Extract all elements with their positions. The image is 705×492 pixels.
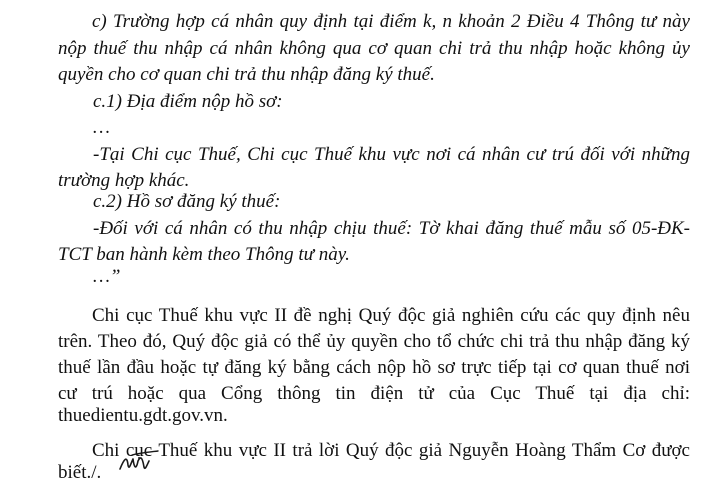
quote-line-8: c.2) Hồ sơ đăng ký thuế: (93, 191, 281, 212)
quote-line-4: c.1) Địa điểm nộp hồ sơ: (93, 91, 283, 112)
handwritten-initials-icon (118, 449, 160, 477)
quote-line-11: …” (93, 266, 121, 287)
body-line-5: thuedientu.gdt.gov.vn. (58, 405, 228, 426)
quote-line-6: -Tại Chi cục Thuế, Chi cục Thuế khu vực nơi cá nhân cư trú đối với những (93, 144, 690, 165)
body-line-7: biết./. (58, 462, 102, 483)
quote-line-2: nộp thuế thu nhập cá nhân không qua cơ quan chi trả thu nhập hoặc không ủy (58, 38, 690, 59)
body-line-4: cư trú hoặc qua Cổng thông tin điện tử của Cục Thuế tại địa chỉ: (58, 383, 690, 404)
body-line-3: thuế lần đầu hoặc tự đăng ký bằng cách nộp hồ sơ trực tiếp tại cơ quan thuế nơi (58, 357, 690, 378)
quote-line-10: TCT ban hành kèm theo Thông tư này. (58, 244, 350, 265)
quote-line-1: c) Trường hợp cá nhân quy định tại điểm k, n khoản 2 Điều 4 Thông tư này (92, 11, 690, 32)
body-line-6: Chi cục Thuế khu vực II trả lời Quý độc giả Nguyễn Hoàng Thẩm Cơ được (92, 440, 690, 461)
quote-line-9: -Đối với cá nhân có thu nhập chịu thuế: Tờ khai đăng thuế mẫu số 05-ĐK- (93, 218, 690, 239)
quote-line-3: quyền cho cơ quan chi trả thu nhập đăng ký thuế. (58, 64, 435, 85)
quote-line-7: trường hợp khác. (58, 170, 190, 191)
body-line-2: trên. Theo đó, Quý độc giả có thể ủy quyền cho tổ chức chi trả thu nhập đăng ký (58, 331, 690, 352)
quote-line-5: … (93, 117, 110, 138)
body-line-1: Chi cục Thuế khu vực II đề nghị Quý độc giả nghiên cứu các quy định nêu (92, 305, 690, 326)
